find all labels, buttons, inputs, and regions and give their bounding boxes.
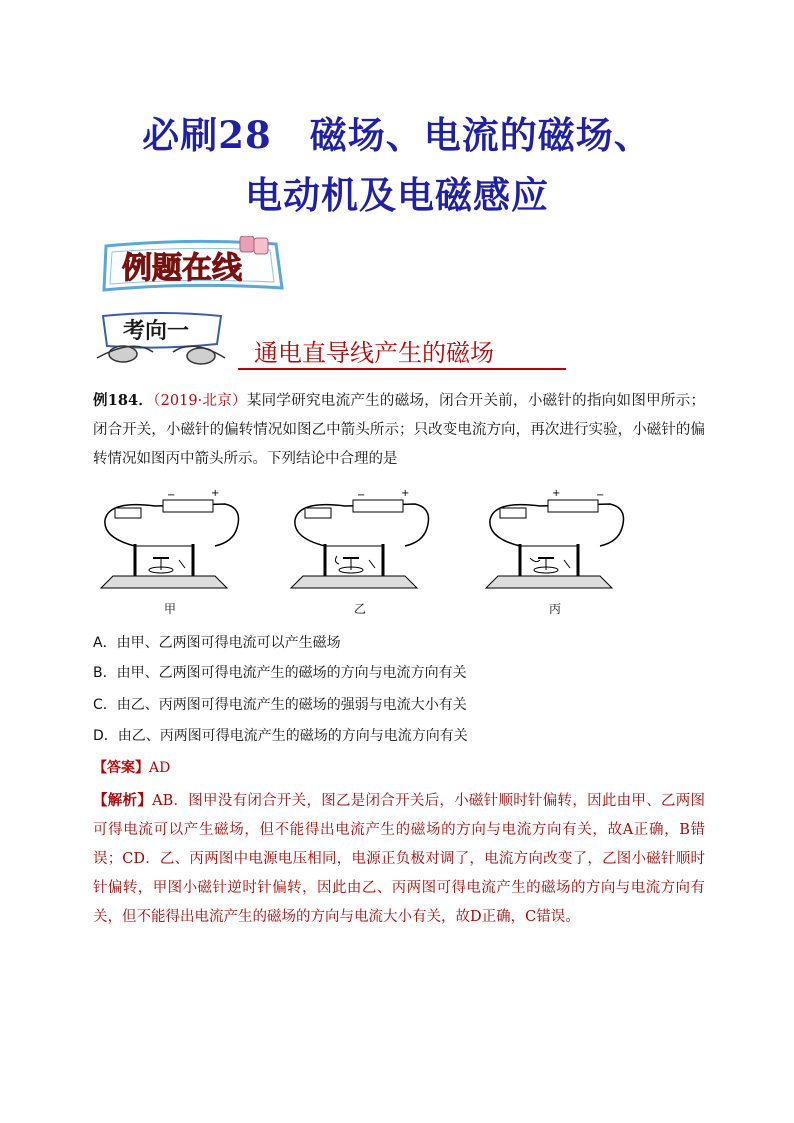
question-number: 例184． [93, 392, 154, 409]
figure-yi [285, 486, 445, 616]
option-a: A．由甲、乙两图可得电流可以产生磁场 [93, 635, 341, 651]
figure-row [95, 486, 655, 616]
question-source: （2019·北京） [153, 393, 247, 409]
svg-text:+: + [401, 488, 410, 499]
figure-caption: 乙 [353, 602, 366, 616]
option-d: D．由乙、丙两图可得电流产生的磁场的方向与电流方向有关 [93, 728, 468, 744]
figure-caption: 甲 [163, 602, 176, 616]
svg-text:+: + [552, 488, 561, 499]
svg-text:−: − [357, 490, 366, 501]
analysis [93, 786, 705, 932]
example-banner [100, 236, 288, 294]
option-c: C．由乙、丙两图可得电流产生的磁场的强弱与电流大小有关 [93, 697, 467, 713]
figure-caption: 丙 [548, 602, 561, 616]
question-body: 某同学研究电流产生的磁场，闭合开关前，小磁针的指向如图甲所示；闭合开关，小磁针的偏转情况如图乙中箭头所示；只改变电流方向，再次进行实验，小磁针的偏转情况如图丙中箭头所示。下列结论中合理的是 [93, 393, 705, 467]
answer-label: 【答案】 [93, 760, 149, 776]
circuit-diagram-bing [480, 486, 640, 598]
analysis-label: 【解析】 [93, 792, 153, 809]
circuit-diagram-jia [95, 486, 255, 598]
topic-badge-text: 考向一 [123, 318, 190, 344]
circuit-diagram-yi [285, 486, 445, 598]
analysis-text: AB．图甲没有闭合开关，图乙是闭合开关后，小磁针顺时针偏转，因此由甲、乙两图可得电流可以产生磁场，但不能得出电流产生的磁场的方向与电流方向有关，故A正确，B错误；CD．乙、丙两图中电源电压相同，电源正负极对调了，电流方向改变了，乙图小磁针顺时针偏转，甲图小磁针逆时针偏转，因此由乙、丙两图可得电流产生的磁场的方向与电流方向有关，但不能得出电流产生的磁场的方向与电流大小有关，故D正确，C错误。 [93, 793, 706, 925]
figure-jia [95, 486, 255, 616]
svg-text:−: − [167, 490, 176, 501]
topic-badge [93, 308, 229, 368]
answer [93, 757, 170, 777]
answer-value: AD [149, 760, 171, 776]
page-title-line2: 电动机及电磁感应 [245, 173, 549, 217]
banner-text: 例题在线 [122, 251, 242, 286]
topic-title: 通电直导线产生的磁场 [238, 338, 566, 370]
svg-text:−: − [596, 490, 605, 501]
question-text [93, 386, 705, 474]
topic-badge-graphic [93, 308, 229, 368]
figure-bing [480, 486, 640, 616]
banner-background [100, 236, 288, 294]
option-b: B．由甲、乙两图可得电流产生的磁场的方向与电流方向有关 [93, 665, 467, 681]
page-title-line1: 必刷28 磁场、电流的磁场、 [142, 113, 652, 157]
svg-text:+: + [211, 488, 220, 499]
